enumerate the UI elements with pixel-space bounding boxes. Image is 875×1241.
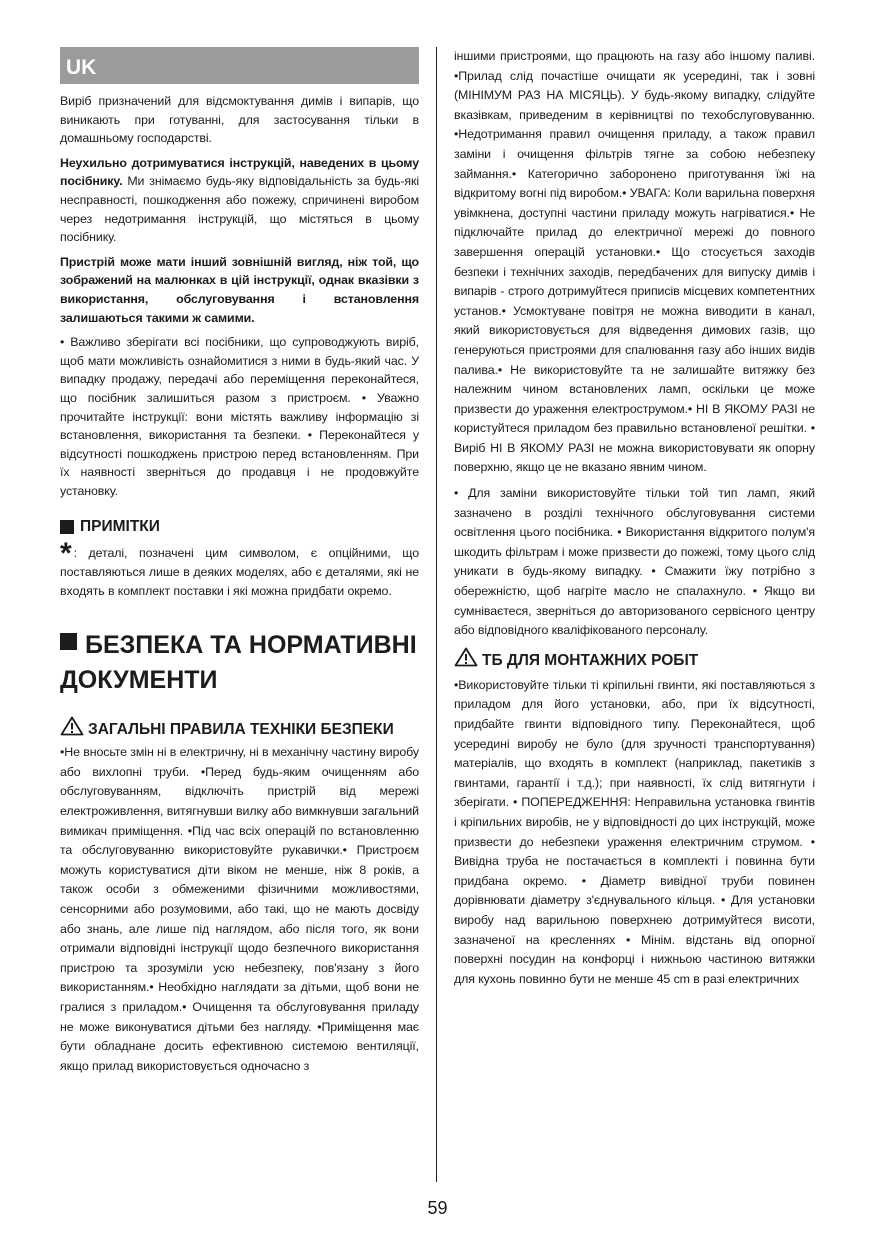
general-rules-lamps-text: • Для заміни використовуйте тільки той тип ламп, який зазначено в розділі технічного обслуговування системи освітлення цього посібника. • Використання відкритого полум'я шкодить фільтрам і може призвести до пожежі, тому цього слід уникати в будь-якому випадку. • Смажити їжу потрібно з обережністю, щоб нагріте масло не спалахнуло. • Якщо ви сумніваєтеся, зверніться до авторизованого сервісного центру або відповідного кваліфікованого персоналу. xyxy=(454,486,815,638)
column-divider xyxy=(436,47,437,1182)
intro-purpose: Виріб призначений для відсмоктування димів і випарів, що виникають при готуванні, для застосування тільки в домашньому господарстві. xyxy=(60,94,419,146)
notes-text-body: : деталі, позначені цим символом, є опційними, що поставляються лише в деяких моделях, або є деталями, які не входять в комплект поставки і які можна придбати окремо. xyxy=(60,546,419,598)
page-number: 59 xyxy=(427,1198,448,1218)
notes-text xyxy=(60,537,419,600)
installation-text: •Використовуйте тільки ті кріпильні гвинти, які поставляються з приладом для його установки, або, при їх відсутності, придбайте гвинти відповідного типу. Переконайтеся, щоб усередині виробу не було (для зручності транспортування) матеріалів, що входять в комплект (наприклад, пакетиків з гвинтами, гарантії і т.д.); при наявності, їх слід витягнути і зберігати. • ПОПЕРЕДЖЕННЯ: Неправильна установка гвинтів і кріпильних виробів, не у відповідності до цих інструкцій, може призвести до небезпеки ураження електричним струмом. • Вивідна труба не постачається в комплекті і повинна бути придбана окремо. • Діаметр вивідної труби повинен дорівнювати діаметру з'єднувального кільця. • Для установки виробу над варильною поверхнею дотримуйтеся висоти, зазначеної на кресленнях • Мінім. відстань від опорної поверхні посудин на конфорці і нижньою частиною витяжки для кухонь повинно бути не менше 45 cm в разі електричних xyxy=(454,677,815,986)
general-rules-text-right: іншими пристроями, що працюють на газу або іншому паливі. •Прилад слід почастіше очищати як усередині, так і зовні (МІНІМУМ РАЗ НА МІСЯЦЬ). У будь-якому випадку, слідуйте вказівкам, приведеним в керівництві по техобслуговуванню. •Недотримання правил очищення приладу, а також правил заміни і очищення фільтрів тягне за собою небезпеку займання.• Категорично заборонено приготування їжі на відкритому вогні під виробом.• УВАГА: Коли варильна поверхня увімкнена, доступні частини приладу можуть нагріватися.• Не підключайте прилад до електричної мережі до повного завершення операцій установки.• Що стосується заходів безпеки і технічних заходів, передбачених для випуску димів і випарів - строго дотримуйтеся приписів місцевих компетентних установ.• Усмоктуване повітря не можна виводити в канал, який використовується для відведення димових газів, що генеруються пристроями для спалювання газу або інших видів палива.• Не використовуйте та не залишайте витяжку без належним чином встановлених ламп, оскільки це може призвести до ураження електрострумом.• НІ В ЯКОМУ РАЗІ не користуйтеся приладом без правильно встановленої решітки. • Виріб НІ В ЯКОМУ РАЗІ не можна використовувати як опорну поверхню, якщо це не вказано явним чином. xyxy=(454,49,815,475)
square-bullet-icon xyxy=(60,633,77,650)
intro-follow-instructions-bold: Неухильно дотримуватися інструкцій, наведених в цьому посібнику. xyxy=(60,155,419,189)
square-bullet-icon xyxy=(60,520,74,534)
installation-heading-text: ТБ ДЛЯ МОНТАЖНИХ РОБІТ xyxy=(482,651,699,669)
warning-icon xyxy=(454,647,478,667)
language-label: UK xyxy=(60,47,419,84)
intro-appearance-note: Пристрій може мати інший зовнішній вигляд, ніж той, що зображений на малюнках в цій інструкції, однак вказівки з використання, обслуговування і встановлення залишаються такими ж самими. xyxy=(60,254,419,325)
warning-icon xyxy=(60,716,84,736)
safety-heading xyxy=(60,628,419,698)
notes-heading-text: ПРИМІТКИ xyxy=(80,518,160,536)
installation-heading xyxy=(454,647,815,672)
intro-keep-manuals: • Важливо зберігати всі посібники, що супроводжують виріб, щоб мати можливість ознайомитися з ними в будь-який час. У випадку продажу, передачі або переміщення переконайтеся, що посібник залишиться разом з пристроєм. • Уважно прочитайте інструкції: вони містять важливу інформацію зі встановлення, використання та безпеки. • Переконайтеся у відсутності пошкоджень пристрою перед встановленням. При їх наявності зверніться до продавця і не продовжуйте установку. xyxy=(60,335,419,498)
general-rules-heading-text: ЗАГАЛЬНІ ПРАВИЛА ТЕХНІКИ БЕЗПЕКИ xyxy=(88,721,394,739)
asterisk-icon: * xyxy=(60,537,72,571)
notes-heading xyxy=(60,518,419,536)
left-column xyxy=(60,47,419,1082)
intro-follow-instructions-text: Ми знімаємо будь-яку відповідальність за будь-які несправності, пошкодження або пожежу, спричинені виробом через недотримання інструкцій, що містяться в цьому посібнику. xyxy=(60,174,419,245)
general-rules-text-left: •Не вносьте змін ні в електричну, ні в механічну частину виробу або вихлопні труби. •Перед будь-яким очищенням або обслуговуванням, відключіть пристрій від мережі електроживлення, витягнувши вилку або вимкнувши загальний вимикач приміщення. •Під час всіх операцій по встановленню та обслуговуванню використовуйте рукавички.• Пристроєм можуть користуватися діти віком не менше, ніж 8 років, а також особи з обмеженими фізичними можливостями, сенсорними або розумовими, або такі, що не мають досвіду або знань, але лише під наглядом, або після того, як вони отримали відповідні інструкції щодо безпечного використання пристрою та зрозуміли усю небезпеку, пов'язану з його використанням.• Необхідно наглядати за дітьми, щоб вони не гралися з приладом.• Очищення та обслуговування приладу не може виконуватися дітьми без нагляду. •Приміщення має бути обладнане досить ефективною системою вентиляції, якщо прилад використовується одночасно з xyxy=(60,745,419,1073)
right-column xyxy=(454,47,815,995)
general-rules-heading xyxy=(60,716,419,741)
intro-follow-instructions xyxy=(60,154,419,247)
safety-heading-text: БЕЗПЕКА ТА НОРМАТИВНІ ДОКУМЕНТИ xyxy=(60,631,417,695)
